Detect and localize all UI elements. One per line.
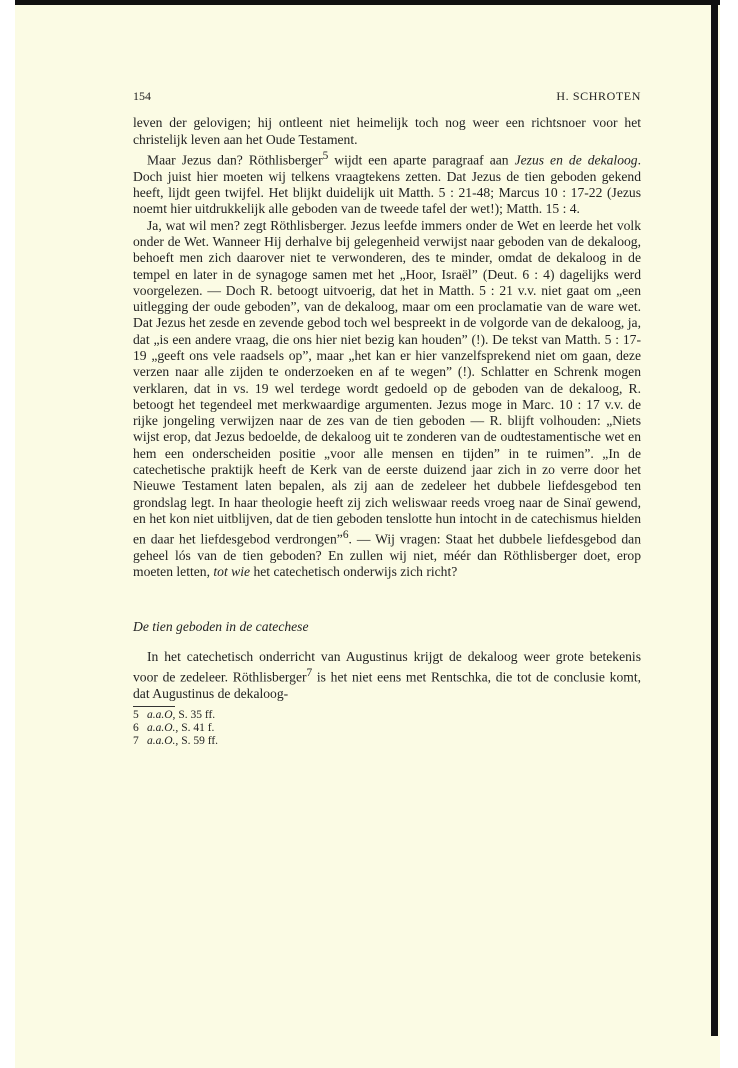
page-number: 154 xyxy=(133,89,151,103)
paragraph-1: leven der gelovigen; hij ontleent niet heimelijk toch nog weer een richtsnoer voor het christelijk leven aan het Oude Testament. xyxy=(133,115,641,147)
footnote-divider xyxy=(133,706,175,707)
italic-emphasis: tot wie xyxy=(213,564,251,580)
footnote-6: 6 a.a.O., S. 41 f. xyxy=(133,721,215,734)
footnote-7: 7 a.a.O., S. 59 ff. xyxy=(133,734,219,747)
footnote-5: 5 a.a.O, S. 35 ff. xyxy=(133,709,216,722)
footnote-ref-6: 6 xyxy=(342,529,349,542)
italic-title: Jezus en de dekaloog xyxy=(514,152,638,168)
running-title: H. SCHROTEN xyxy=(556,89,641,103)
footnote-ref-7: 7 xyxy=(306,667,313,680)
paragraph-3: Ja, wat wil men? zegt Röthlisberger. Jezus leefde immers onder de Wet en leerde het volk onder de Wet. Wanneer Hij derhalve bij gelegenheid verwijst naar geboden van de dekaloog, behoeft men zich daarover niet te verwonderen, des te minder, omdat de dekaloog in de tempel en later in de synagoge samen met het „Hoor, Israël” (Deut. 6 : 4) dagelijks werd voorgelezen. — Doch R. betoogt uitvoerig, dat het in Matth. 5 : 21 v.v. niet gaat om „een uitlegging der oude geboden”, van de dekaloog, maar om een proclamatie van de ware wet. Dat Jezus het zesde en zevende gebod toch wel bespreekt in de volgorde van de dekaloog, ja, dat „is een andere vraag, die ons hier niet bezig kan houden” (!). De tekst van Matth. 5 : 17-19 „geeft ons vele raadsels op”, maar „het kan er hier vanzelfsprekend niet om gaan, deze verzen naar alle zijden te onderzoeken en af te wegen” (!). Schlatter en Schrenk mogen verklaren, dat in vs. 19 wel terdege wordt gedoeld op de geboden van de dekaloog, R. betoogt het tegendeel met merkwaardige argumenten. Jezus moge in Marc. 10 : 17 v.v. de rijke jongeling verwijzen naar de zes van de tien geboden — R. blijft volhouden: „Niets wijst erop, dat Jezus bedoelde, de dekaloog uit te zonderen van de oudtestamentische wet en hem een onderscheiden positie „voor alle mensen en tijden” in te ruimen”. „In de catechetische praktijk heeft de Kerk van de eerste duizend jaar zich in zo verre door het Nieuwe Testament laten bepalen, als zij aan de zedeleer het dubbele liefdesgebod ten grondslag legt. In haar theologie heeft zij zich weliswaar reeds vroeg naar de Sinaï gewend, en het kon niet uitblijven, dat de tien geboden tenslotte hun intocht in de catechismus hielden en daar het liefdesgebod verdrongen”$^6$. — Wij vragen: Staat het dubbele liefdesgebod dan geheel lós van de tien geboden? En zullen wij niet, méér dan Röthlisberger doet, erop moeten letten, tot wie het catechetisch onderwijs zich richt? xyxy=(133,217,641,580)
paragraph-2: Maar Jezus dan? Röthlisberger$^5$ wijdt een aparte paragraaf aan Jezus en de dekaloog. Doch juist hier moeten wij telkens vraagtekens zetten. Dat Jezus de tien geboden gekend heeft, lijdt geen twijfel. Het blijkt duidelijk uit Matth. 5 : 21-48; Marcus 10 : 17-22 (Jezus noemt hier uitdrukkelijk alle geboden van de tweede tafel der wet!); Matth. 15 : 4. xyxy=(133,149,641,217)
footnote-ref-5: 5 xyxy=(322,149,329,162)
footnotes xyxy=(133,709,641,747)
scan-edge-top xyxy=(15,0,720,5)
page-content xyxy=(133,88,641,747)
running-header xyxy=(133,88,641,104)
scan-edge-right xyxy=(711,0,718,1036)
section-heading: De tien geboden in de catechese xyxy=(133,618,309,634)
section-paragraph: In het catechetisch onderricht van Augustinus krijgt de dekaloog weer grote betekenis voor de zedeleer. Röthlisberger$^7$ is het niet eens met Rentschka, die tot de conclusie komt, dat Augustinus de dekaloog- xyxy=(133,648,641,702)
